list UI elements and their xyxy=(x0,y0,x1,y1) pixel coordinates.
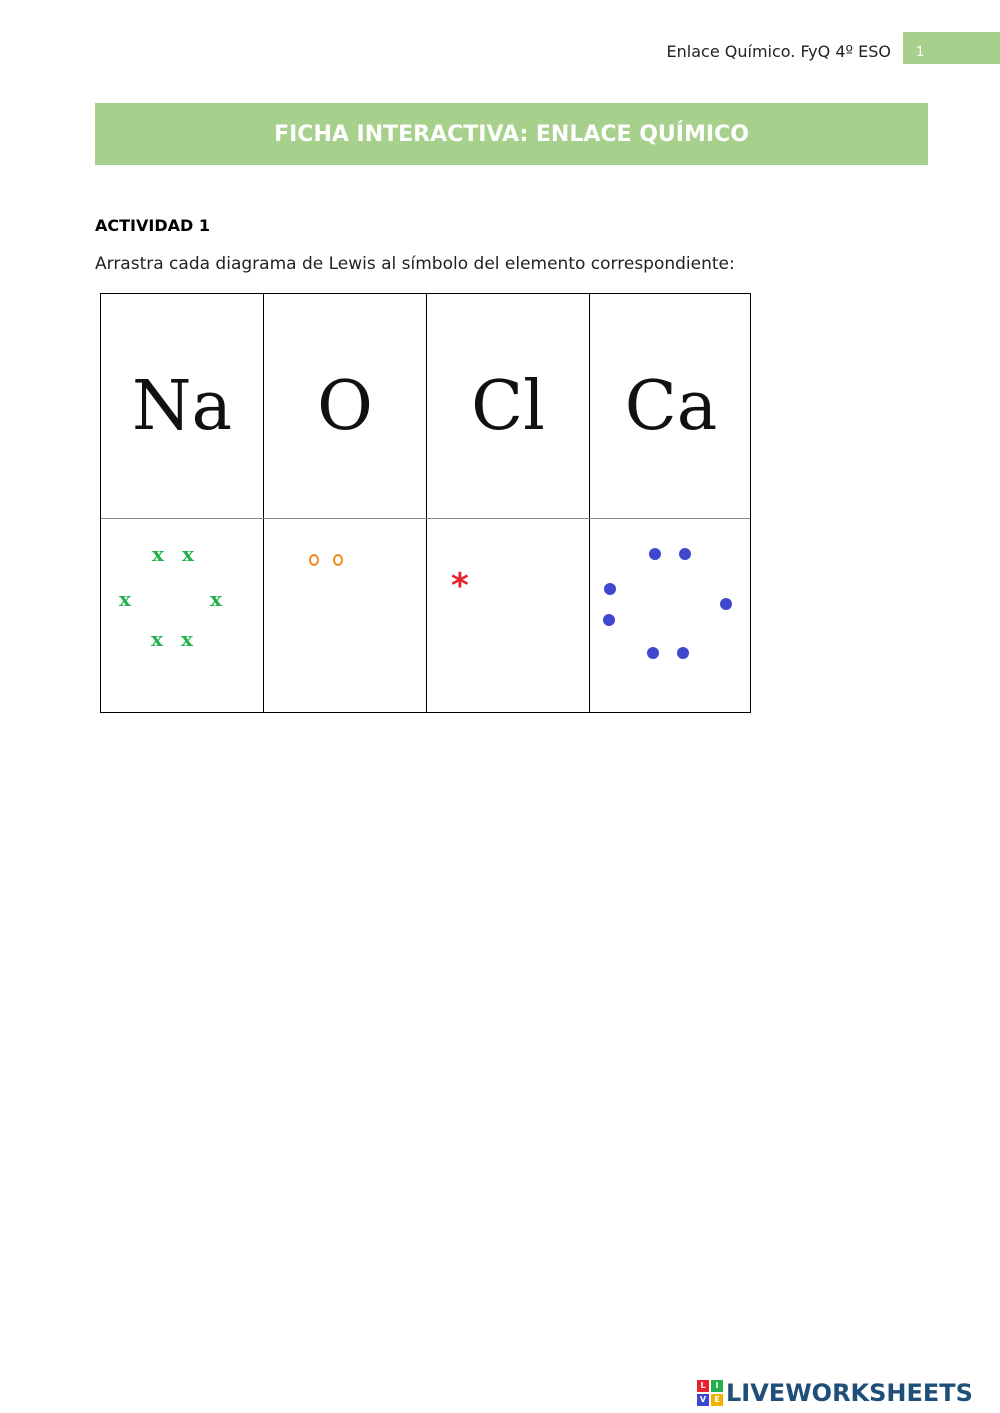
activity-title: ACTIVIDAD 1 xyxy=(95,216,210,235)
svg-text:x: x xyxy=(210,587,222,611)
lewis-matching-table xyxy=(100,293,751,713)
header-text: Enlace Químico. FyQ 4º ESO xyxy=(666,42,891,61)
svg-text:*: * xyxy=(451,566,469,606)
svg-text:x: x xyxy=(151,627,163,651)
symbol-na[interactable]: Na xyxy=(131,366,233,446)
logo-icon: L I V E xyxy=(697,1380,723,1406)
svg-text:x: x xyxy=(152,542,164,566)
svg-text:x: x xyxy=(182,542,194,566)
svg-text:x: x xyxy=(119,587,131,611)
page-number-badge xyxy=(903,32,1000,64)
lewis-diagram-asterisk[interactable] xyxy=(427,519,589,713)
worksheet-title: FICHA INTERACTIVA: ENLACE QUÍMICO xyxy=(95,103,928,165)
symbol-o[interactable]: O xyxy=(317,366,373,446)
lewis-diagram-o[interactable] xyxy=(264,519,426,713)
logo-text: LIVEWORKSHEETS xyxy=(726,1379,973,1407)
page-number: 1 xyxy=(916,45,925,60)
lewis-diagram-dot[interactable] xyxy=(590,519,752,713)
svg-text:x: x xyxy=(181,627,193,651)
activity-instruction: Arrastra cada diagrama de Lewis al símbolo del elemento correspondiente: xyxy=(95,254,735,274)
symbol-ca[interactable]: Ca xyxy=(624,366,718,446)
liveworksheets-logo xyxy=(697,1378,973,1408)
lewis-diagram-x[interactable] xyxy=(101,519,263,713)
symbol-cl[interactable]: Cl xyxy=(471,366,545,446)
